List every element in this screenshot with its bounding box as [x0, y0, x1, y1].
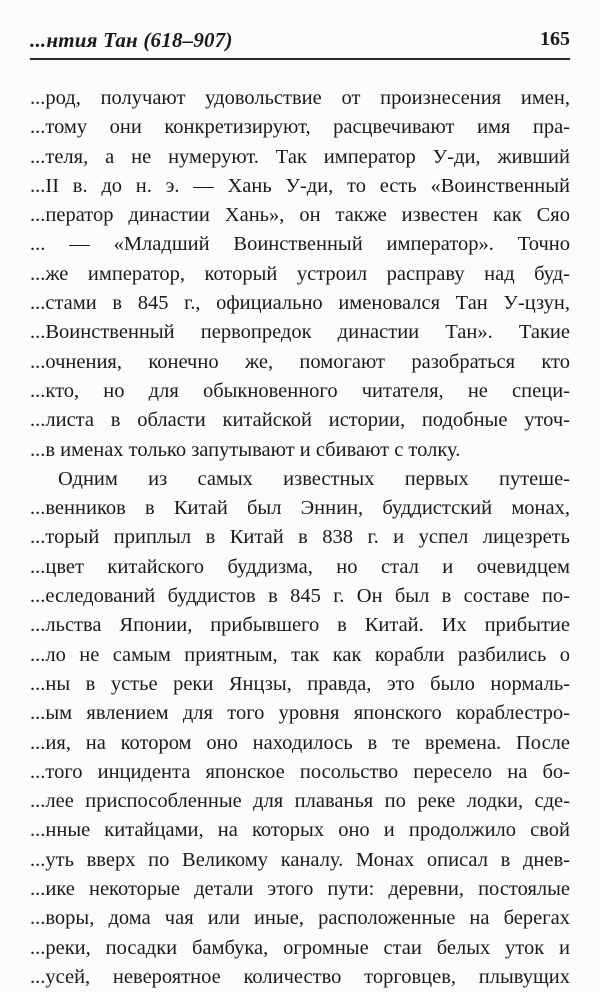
text-line: ...еследований буддистов в 845 г. Он был в составе по- — [30, 585, 570, 608]
page-number: 165 — [540, 28, 570, 50]
text-line: ...кто, но для обыкновенного читателя, не специ- — [30, 379, 570, 402]
text-line: ...воры, дома чая или иные, расположенные на берегах — [30, 907, 570, 930]
paragraph-2 — [30, 465, 570, 992]
text-line: ...стами в 845 г., официально именовался Тан У-цзун, — [30, 292, 570, 315]
text-line: ...усей, невероятное количество торговцев, плывущих — [30, 965, 570, 988]
page-header — [30, 28, 570, 54]
text-line: ...листа в области китайской истории, подобные уточ- — [30, 409, 570, 432]
text-line: ...в именах только запутывают и сбивают с толку. — [30, 438, 461, 461]
text-line: ...ике некоторые детали этого пути: деревни, постоялые — [30, 878, 570, 901]
header-rule — [30, 58, 570, 60]
text-line: ...того инцидента японское посольство пересело на бо- — [30, 760, 570, 783]
text-line: ...цвет китайского буддизма, но стал и очевидцем — [30, 555, 570, 578]
text-line: ...Воинственный первопредок династии Тан». Такие — [30, 321, 570, 344]
text-line: ...ны в устье реки Янцзы, правда, это было нормаль- — [30, 672, 570, 695]
text-line: ...торый приплыл в Китай в 838 г. и успел лицезреть — [30, 526, 570, 549]
text-line: ... — «Младший Воинственный император». Точно — [30, 233, 570, 256]
text-line: ...очнения, конечно же, помогают разобраться кто — [30, 350, 570, 373]
text-line: ...род, получают удовольствие от произнесения имен, — [30, 87, 570, 109]
text-line: ...ператор династии Хань», он также известен как Сяо — [30, 204, 570, 227]
text-line: Одним из самых известных первых путеше- — [58, 467, 570, 490]
text-line: ...реки, посадки бамбука, огромные стаи белых уток и — [30, 936, 570, 959]
text-line: ...нные китайцами, на которых оно и продолжило свой — [30, 819, 570, 842]
text-line: ...венников в Китай был Эннин, буддистский монах, — [30, 497, 570, 520]
text-line: ...теля, а не нумеруют. Так император У-ди, живший — [30, 145, 570, 168]
text-line: ...же император, который устроил расправу над буд- — [30, 262, 570, 285]
text-line: ...ым явлением для того уровня японского кораблестро- — [30, 702, 570, 725]
body-text — [30, 84, 570, 992]
running-head: ...нтия Тан (618–907) — [30, 28, 233, 52]
paragraph-1 — [30, 84, 570, 465]
text-line: ...лее приспособленные для плаванья по реке лодки, сде- — [30, 790, 570, 813]
text-line: ...ия, на котором оно находилось в те времена. После — [30, 731, 570, 754]
text-line: ...II в. до н. э. — Хань У-ди, то есть «Воинственный — [30, 174, 570, 197]
text-line: ...тому они конкретизируют, расцвечивают имя пра- — [30, 116, 570, 139]
text-line: ...уть вверх по Великому каналу. Монах описал в днев- — [30, 848, 570, 871]
text-line: ...ло не самым приятным, так как корабли разбились о — [30, 643, 570, 666]
text-line: ...льства Японии, прибывшего в Китай. Их прибытие — [30, 614, 570, 637]
